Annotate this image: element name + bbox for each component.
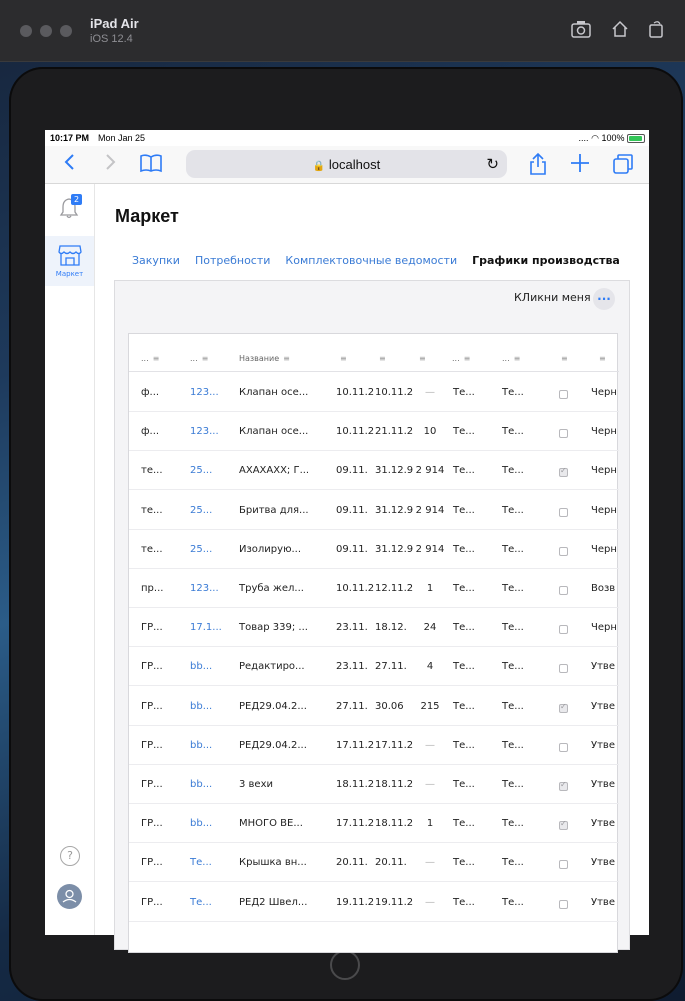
page-title: Маркет bbox=[115, 206, 179, 226]
table-cell-d1: 10.11.2 bbox=[336, 583, 375, 594]
table-cell-c8: Те... bbox=[502, 465, 524, 477]
table-cell-qty: — bbox=[425, 896, 435, 908]
table-cell-c1: ГР... bbox=[141, 857, 163, 869]
row-checkbox[interactable] bbox=[559, 743, 568, 752]
table-row[interactable] bbox=[129, 687, 619, 726]
table-row[interactable] bbox=[129, 412, 619, 451]
column-header[interactable] bbox=[415, 354, 426, 363]
browser-toolbar bbox=[45, 146, 649, 184]
table-cell-name: АХАХАХХ; Г... bbox=[239, 465, 310, 477]
table-cell-qty: — bbox=[425, 779, 435, 790]
table-cell-c1: ГР... bbox=[141, 818, 163, 830]
ipad-screen bbox=[45, 130, 649, 935]
table-row[interactable] bbox=[129, 726, 619, 765]
table-row[interactable] bbox=[129, 530, 619, 569]
column-header[interactable] bbox=[595, 354, 606, 363]
wifi-icon: ◠ bbox=[591, 133, 599, 143]
column-header[interactable] bbox=[557, 354, 568, 363]
table-cell-c1: ГР... bbox=[141, 779, 163, 790]
table-cell-d2: 30.06 bbox=[375, 700, 404, 712]
table-cell-d1: 20.11. bbox=[336, 857, 368, 869]
table-cell-c7: Те... bbox=[453, 857, 475, 869]
signal-dots: .... bbox=[578, 133, 589, 143]
table-cell-c2[interactable]: 25... bbox=[190, 465, 213, 477]
table-row[interactable] bbox=[129, 647, 619, 686]
table-cell-c7: Те... bbox=[453, 661, 475, 673]
table-cell-status: Утве bbox=[591, 779, 615, 790]
add-tab-icon[interactable] bbox=[568, 153, 592, 177]
table-cell-name: РЕД2 Швел... bbox=[239, 896, 308, 908]
column-header-label: ... bbox=[190, 354, 198, 363]
table-cell-name: Редактиро... bbox=[239, 661, 305, 673]
column-header[interactable] bbox=[452, 354, 470, 363]
table-cell-c8: Те... bbox=[502, 700, 524, 712]
table-cell-status: Утве bbox=[591, 739, 615, 751]
table-cell-d1: 18.11.2 bbox=[336, 779, 375, 790]
table-cell-c7: Те... bbox=[453, 700, 475, 712]
table-cell-status: Утве bbox=[591, 661, 615, 673]
table-cell-c1: те... bbox=[141, 543, 163, 555]
column-header[interactable] bbox=[239, 354, 290, 363]
screenshot-icon[interactable] bbox=[570, 20, 592, 42]
table-cell-name: РЕД29.04.2... bbox=[239, 739, 307, 751]
table-cell-qty: 1 bbox=[426, 818, 434, 830]
table-cell-c8: Те... bbox=[502, 857, 524, 869]
table-cell-d2: 12.11.2 bbox=[375, 583, 414, 594]
table-cell-c7: Те... bbox=[453, 739, 475, 751]
content-panel bbox=[114, 280, 630, 950]
notifications-button[interactable] bbox=[58, 196, 82, 222]
table-cell-c7: Те... bbox=[453, 622, 475, 634]
row-checkbox[interactable] bbox=[559, 390, 568, 399]
table-cell-status: Черн bbox=[591, 387, 617, 398]
help-button[interactable]: ? bbox=[60, 846, 80, 866]
os-version: iOS 12.4 bbox=[90, 33, 133, 45]
table-cell-c1: ГР... bbox=[141, 739, 163, 751]
table-cell-c1: ф... bbox=[141, 387, 160, 398]
column-header-label: Название bbox=[239, 354, 280, 363]
filter-icon[interactable]: ≡ bbox=[201, 354, 209, 363]
table-cell-d2: 18.11.2 bbox=[375, 818, 414, 830]
table-cell-c7: Те... bbox=[453, 543, 475, 555]
battery-percent: 100% bbox=[601, 133, 625, 143]
status-date: Mon Jan 25 bbox=[98, 133, 146, 143]
table-header bbox=[129, 334, 619, 372]
simulator-title-bar bbox=[0, 0, 685, 62]
table-cell-c2[interactable]: bb... bbox=[190, 818, 213, 830]
table-cell-c2[interactable]: 123... bbox=[190, 583, 219, 594]
filter-icon[interactable]: ≡ bbox=[513, 354, 521, 363]
table-cell-qty: — bbox=[425, 739, 435, 751]
filter-icon[interactable]: ≡ bbox=[419, 354, 426, 363]
table-cell-c7: Те... bbox=[453, 818, 475, 830]
table-cell-name: Бритва для... bbox=[239, 504, 309, 516]
column-header-label: ... bbox=[502, 354, 510, 363]
table-cell-name: 3 вехи bbox=[239, 779, 274, 790]
status-right bbox=[579, 133, 645, 144]
home-icon[interactable] bbox=[609, 20, 631, 42]
url-value: localhost bbox=[328, 157, 381, 172]
row-checkbox[interactable] bbox=[559, 625, 568, 634]
row-checkbox[interactable] bbox=[559, 821, 568, 830]
table-row[interactable] bbox=[129, 569, 619, 608]
table-cell-d1: 23.11. bbox=[336, 661, 368, 673]
table-cell-name: МНОГО ВЕ... bbox=[239, 818, 303, 830]
table-cell-c2[interactable]: Те... bbox=[190, 857, 212, 869]
row-checkbox[interactable] bbox=[559, 860, 568, 869]
row-checkbox[interactable] bbox=[559, 586, 568, 595]
filter-icon[interactable]: ≡ bbox=[152, 354, 160, 363]
row-checkbox[interactable] bbox=[559, 429, 568, 438]
forward-icon[interactable] bbox=[99, 153, 123, 175]
table-row[interactable] bbox=[129, 765, 619, 804]
app-sidebar bbox=[45, 184, 95, 935]
table-cell-c8: Те... bbox=[502, 622, 524, 634]
column-header-label: ... bbox=[452, 354, 460, 363]
table-cell-c8: Те... bbox=[502, 739, 524, 751]
table-cell-d1: 09.11. bbox=[336, 504, 368, 516]
minimize-window-button[interactable] bbox=[40, 25, 52, 37]
table-cell-name: Клапан осе... bbox=[239, 426, 309, 438]
table-cell-c1: ф... bbox=[141, 426, 160, 438]
table-cell-d2: 17.11.2 bbox=[375, 739, 414, 751]
table-row[interactable] bbox=[129, 843, 619, 882]
zoom-window-button[interactable] bbox=[60, 25, 72, 37]
sidebar-item-market-label: Маркет bbox=[55, 270, 84, 278]
table-cell-c1: те... bbox=[141, 465, 163, 477]
filter-icon[interactable]: ≡ bbox=[340, 354, 347, 363]
table-cell-status: Утве bbox=[591, 700, 615, 712]
table-cell-status: Утве bbox=[591, 896, 615, 908]
close-window-button[interactable] bbox=[20, 25, 32, 37]
table-cell-c8: Те... bbox=[502, 426, 524, 438]
table-cell-c8: Те... bbox=[502, 504, 524, 516]
table-cell-c8: Те... bbox=[502, 896, 524, 908]
device-name: iPad Air bbox=[90, 16, 139, 31]
row-checkbox[interactable] bbox=[559, 664, 568, 673]
table-cell-d1: 17.11.2 bbox=[336, 739, 375, 751]
table-cell-qty: 1 bbox=[426, 583, 434, 594]
table-row[interactable] bbox=[129, 451, 619, 490]
table-cell-d1: 09.11. bbox=[336, 465, 368, 477]
table-cell-c2[interactable]: 17.1... bbox=[190, 622, 222, 634]
table-cell-c7: Те... bbox=[453, 896, 475, 908]
battery-icon bbox=[627, 134, 645, 143]
table-row[interactable] bbox=[129, 608, 619, 647]
table-cell-d2: 10.11.2 bbox=[375, 387, 414, 398]
table-cell-status: Черн bbox=[591, 426, 617, 438]
row-checkbox[interactable] bbox=[559, 704, 568, 713]
row-checkbox[interactable] bbox=[559, 468, 568, 477]
table-cell-name: Крышка вн... bbox=[239, 857, 307, 869]
table-cell-d1: 27.11. bbox=[336, 700, 368, 712]
table-cell-qty: 2 914 bbox=[415, 543, 445, 555]
table-cell-qty: — bbox=[425, 387, 435, 398]
table-cell-status: Возв bbox=[591, 583, 616, 594]
bookmarks-icon[interactable] bbox=[139, 153, 163, 177]
column-header[interactable] bbox=[502, 354, 520, 363]
table-cell-name: Товар 339; ... bbox=[239, 622, 308, 634]
table-cell-c7: Те... bbox=[453, 426, 475, 438]
table-cell-status: Утве bbox=[591, 857, 615, 869]
store-icon bbox=[58, 244, 82, 266]
status-bar bbox=[45, 130, 649, 146]
production-table bbox=[128, 333, 618, 953]
row-checkbox[interactable] bbox=[559, 547, 568, 556]
table-cell-c7: Те... bbox=[453, 583, 475, 594]
table-cell-c1: те... bbox=[141, 504, 163, 516]
table-cell-c7: Те... bbox=[453, 465, 475, 477]
table-cell-status: Утве bbox=[591, 818, 615, 830]
table-cell-c8: Те... bbox=[502, 583, 524, 594]
table-cell-d2: 31.12.9 bbox=[375, 465, 414, 477]
table-cell-c8: Те... bbox=[502, 543, 524, 555]
table-cell-c2[interactable]: bb... bbox=[190, 661, 213, 673]
table-cell-d1: 17.11.2 bbox=[336, 818, 375, 830]
avatar[interactable] bbox=[57, 884, 82, 909]
table-cell-qty: 215 bbox=[420, 700, 440, 712]
notifications-badge: 2 bbox=[71, 194, 82, 205]
table-row[interactable] bbox=[129, 804, 619, 843]
table-cell-qty: 4 bbox=[426, 661, 434, 673]
table-cell-d1: 23.11. bbox=[336, 622, 368, 634]
filter-icon[interactable]: ≡ bbox=[463, 354, 471, 363]
column-header[interactable] bbox=[141, 354, 159, 363]
table-cell-d2: 18.11.2 bbox=[375, 779, 414, 790]
table-cell-c2[interactable]: Те... bbox=[190, 896, 212, 908]
table-cell-c2[interactable]: 25... bbox=[190, 543, 213, 555]
table-cell-d2: 20.11. bbox=[375, 857, 407, 869]
table-cell-d1: 09.11. bbox=[336, 543, 368, 555]
table-cell-name: Клапан осе... bbox=[239, 387, 309, 398]
table-cell-c2[interactable]: 123... bbox=[190, 387, 219, 398]
table-cell-c1: ГР... bbox=[141, 700, 163, 712]
click-me-label[interactable]: КЛикни меня bbox=[514, 291, 591, 304]
table-cell-qty: 24 bbox=[423, 622, 437, 634]
table-cell-c8: Те... bbox=[502, 387, 524, 398]
table-cell-c2[interactable]: 25... bbox=[190, 504, 213, 516]
table-cell-d2: 27.11. bbox=[375, 661, 407, 673]
table-cell-qty: 2 914 bbox=[415, 504, 445, 516]
tab-kit-statements[interactable]: Комплектовочные ведомости bbox=[285, 254, 458, 267]
table-cell-d2: 31.12.9 bbox=[375, 543, 414, 555]
user-icon bbox=[57, 884, 82, 909]
table-cell-qty: — bbox=[425, 857, 435, 869]
table-cell-c1: ГР... bbox=[141, 622, 163, 634]
table-cell-c1: ГР... bbox=[141, 896, 163, 908]
reload-icon[interactable]: ↻ bbox=[486, 155, 499, 173]
table-cell-d1: 10.11.2 bbox=[336, 387, 375, 398]
table-cell-c2[interactable]: bb... bbox=[190, 700, 213, 712]
table-row[interactable] bbox=[129, 883, 619, 922]
table-cell-d1: 19.11.2 bbox=[336, 896, 375, 908]
table-cell-name: Изолирую... bbox=[239, 543, 302, 555]
column-header[interactable] bbox=[190, 354, 208, 363]
home-button[interactable] bbox=[330, 950, 360, 980]
table-cell-c8: Те... bbox=[502, 818, 524, 830]
filter-icon[interactable]: ≡ bbox=[561, 354, 568, 363]
table-cell-qty: 10 bbox=[423, 426, 437, 438]
table-cell-d2: 19.11.2 bbox=[375, 896, 414, 908]
table-cell-d2: 21.11.2 bbox=[375, 426, 414, 438]
table-cell-d2: 18.12. bbox=[375, 622, 407, 634]
sidebar-item-market[interactable] bbox=[45, 236, 94, 286]
table-cell-c1: пр... bbox=[141, 583, 164, 594]
table-cell-status: Черн bbox=[591, 465, 617, 477]
url-text bbox=[186, 157, 507, 172]
tab-bar bbox=[132, 254, 635, 270]
status-time: 10:17 PM bbox=[50, 133, 90, 143]
row-checkbox[interactable] bbox=[559, 508, 568, 517]
table-row[interactable] bbox=[129, 491, 619, 530]
table-row[interactable] bbox=[129, 373, 619, 412]
table-cell-c8: Те... bbox=[502, 779, 524, 790]
table-cell-c2[interactable]: bb... bbox=[190, 739, 213, 751]
more-options-button[interactable]: ... bbox=[593, 288, 615, 310]
table-cell-c7: Те... bbox=[453, 779, 475, 790]
lock-icon: 🔒 bbox=[312, 161, 326, 172]
tab-purchases[interactable]: Закупки bbox=[132, 254, 180, 267]
table-cell-name: РЕД29.04.2... bbox=[239, 700, 307, 712]
column-header-label: ... bbox=[141, 354, 149, 363]
filter-icon[interactable]: ≡ bbox=[283, 354, 290, 363]
table-cell-c7: Те... bbox=[453, 387, 475, 398]
share-icon[interactable] bbox=[526, 153, 550, 179]
table-cell-c8: Те... bbox=[502, 661, 524, 673]
filter-icon[interactable]: ≡ bbox=[379, 354, 386, 363]
back-icon[interactable] bbox=[57, 153, 81, 175]
row-checkbox[interactable] bbox=[559, 900, 568, 909]
table-cell-c2[interactable]: 123... bbox=[190, 426, 219, 438]
table-cell-status: Черн bbox=[591, 622, 617, 634]
rotate-icon[interactable] bbox=[645, 20, 667, 42]
row-checkbox[interactable] bbox=[559, 782, 568, 791]
table-cell-c2[interactable]: bb... bbox=[190, 779, 213, 790]
tab-production-schedules[interactable]: Графики производства bbox=[472, 254, 620, 267]
url-bar[interactable] bbox=[186, 150, 507, 178]
column-header[interactable] bbox=[336, 354, 347, 363]
tabs-icon[interactable] bbox=[611, 153, 635, 179]
table-cell-status: Черн bbox=[591, 543, 617, 555]
table-cell-d2: 31.12.9 bbox=[375, 504, 414, 516]
tab-needs[interactable]: Потребности bbox=[194, 254, 271, 267]
filter-icon[interactable]: ≡ bbox=[599, 354, 606, 363]
table-cell-status: Черн bbox=[591, 504, 617, 516]
column-header[interactable] bbox=[375, 354, 386, 363]
table-cell-c7: Те... bbox=[453, 504, 475, 516]
table-cell-d1: 10.11.2 bbox=[336, 426, 375, 438]
table-cell-qty: 2 914 bbox=[415, 465, 445, 477]
table-cell-c1: ГР... bbox=[141, 661, 163, 673]
table-cell-name: Труба жел... bbox=[239, 583, 304, 594]
